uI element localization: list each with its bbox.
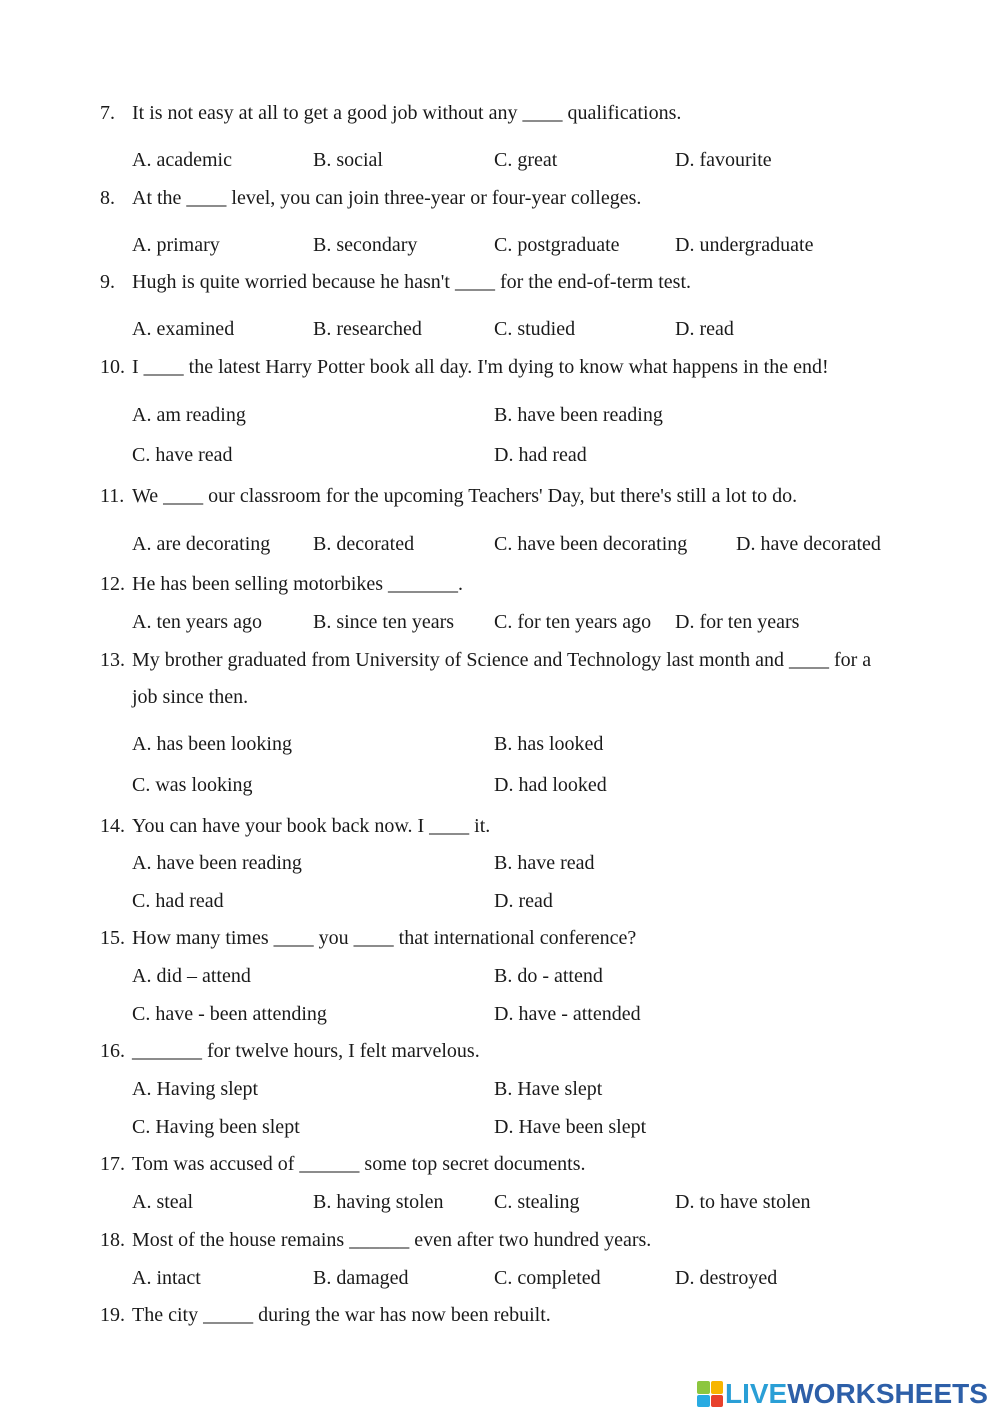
option-c[interactable]: C. completed: [494, 1267, 601, 1289]
question-text: Most of the house remains ______ even after two hundred years.: [132, 1229, 652, 1251]
question-text: He has been selling motorbikes _______.: [132, 573, 464, 595]
option-a[interactable]: A. have been reading: [132, 852, 302, 874]
question-number: 11.: [100, 485, 125, 507]
option-a[interactable]: A. Having slept: [132, 1078, 259, 1100]
option-a[interactable]: A. am reading: [132, 404, 246, 426]
question-number: 12.: [100, 573, 125, 595]
question-number: 7.: [100, 102, 115, 124]
option-b[interactable]: B. social: [313, 149, 383, 171]
option-b[interactable]: B. decorated: [313, 533, 415, 555]
option-d[interactable]: D. undergraduate: [675, 234, 814, 256]
option-d[interactable]: D. destroyed: [675, 1267, 778, 1289]
option-a[interactable]: A. ten years ago: [132, 611, 262, 633]
option-b[interactable]: B. damaged: [313, 1267, 409, 1289]
option-a[interactable]: A. did – attend: [132, 965, 251, 987]
option-d[interactable]: D. favourite: [675, 149, 772, 171]
question-text: _______ for twelve hours, I felt marvelous.: [132, 1040, 480, 1062]
option-c[interactable]: C. have been decorating: [494, 533, 688, 555]
option-b[interactable]: B. have read: [494, 852, 595, 874]
question-text: My brother graduated from University of Science and Technology last month and ____ for a: [132, 649, 872, 671]
question-number: 9.: [100, 271, 115, 293]
question-text: Hugh is quite worried because he hasn't ____ for the end-of-term test.: [132, 271, 691, 293]
option-c[interactable]: C. for ten years ago: [494, 611, 652, 633]
option-b[interactable]: B. researched: [313, 318, 422, 340]
option-c[interactable]: C. Having been slept: [132, 1116, 300, 1138]
question-text: The city _____ during the war has now been rebuilt.: [132, 1304, 551, 1326]
question-text: We ____ our classroom for the upcoming Teachers' Day, but there's still a lot to do.: [132, 485, 798, 507]
option-d[interactable]: D. have - attended: [494, 1003, 641, 1025]
option-c[interactable]: C. had read: [132, 890, 224, 912]
option-a[interactable]: A. are decorating: [132, 533, 271, 555]
option-d[interactable]: D. to have stolen: [675, 1191, 811, 1213]
option-d[interactable]: D. had read: [494, 444, 587, 466]
question-text: At the ____ level, you can join three-year or four-year colleges.: [132, 187, 642, 209]
option-a[interactable]: A. intact: [132, 1267, 201, 1289]
option-a[interactable]: A. academic: [132, 149, 232, 171]
option-a[interactable]: A. primary: [132, 234, 220, 256]
option-b[interactable]: B. has looked: [494, 733, 604, 755]
liveworksheets-logo[interactable]: [697, 1376, 988, 1412]
question-number: 16.: [100, 1040, 125, 1062]
logo-text-live: LIVE: [725, 1378, 788, 1409]
question-number: 18.: [100, 1229, 125, 1251]
option-c[interactable]: C. studied: [494, 318, 576, 340]
option-b[interactable]: B. having stolen: [313, 1191, 444, 1213]
option-b[interactable]: B. do - attend: [494, 965, 603, 987]
question-text: Tom was accused of ______ some top secret documents.: [132, 1153, 586, 1175]
option-c[interactable]: C. stealing: [494, 1191, 580, 1213]
option-d[interactable]: D. for ten years: [675, 611, 800, 633]
option-a[interactable]: A. examined: [132, 318, 235, 340]
option-a[interactable]: A. has been looking: [132, 733, 292, 755]
option-d[interactable]: D. read: [675, 318, 734, 340]
question-text: It is not easy at all to get a good job without any ____ qualifications.: [132, 102, 682, 124]
question-text-continued: job since then.: [132, 686, 249, 708]
option-c[interactable]: C. postgraduate: [494, 234, 620, 256]
question-number: 19.: [100, 1304, 125, 1326]
question-number: 8.: [100, 187, 115, 209]
question-number: 10.: [100, 356, 125, 378]
option-b[interactable]: B. have been reading: [494, 404, 663, 426]
option-d[interactable]: D. had looked: [494, 774, 607, 796]
option-a[interactable]: A. steal: [132, 1191, 194, 1213]
option-d[interactable]: D. have decorated: [736, 533, 881, 555]
question-number: 14.: [100, 815, 125, 837]
option-c[interactable]: C. great: [494, 149, 558, 171]
question-number: 15.: [100, 927, 125, 949]
option-b[interactable]: B. Have slept: [494, 1078, 603, 1100]
option-c[interactable]: C. was looking: [132, 774, 253, 796]
liveworksheets-logo-icon: [697, 1381, 723, 1407]
option-d[interactable]: D. read: [494, 890, 553, 912]
option-b[interactable]: B. secondary: [313, 234, 418, 256]
option-c[interactable]: C. have read: [132, 444, 233, 466]
option-c[interactable]: C. have - been attending: [132, 1003, 327, 1025]
option-b[interactable]: B. since ten years: [313, 611, 455, 633]
question-text: You can have your book back now. I ____ it.: [132, 815, 491, 837]
logo-text-worksheets: WORKSHEETS: [787, 1378, 988, 1409]
question-number: 13.: [100, 649, 125, 671]
question-text: How many times ____ you ____ that international conference?: [132, 927, 637, 949]
option-d[interactable]: D. Have been slept: [494, 1116, 647, 1138]
question-number: 17.: [100, 1153, 125, 1175]
question-text: I ____ the latest Harry Potter book all day. I'm dying to know what happens in the end!: [132, 356, 829, 378]
